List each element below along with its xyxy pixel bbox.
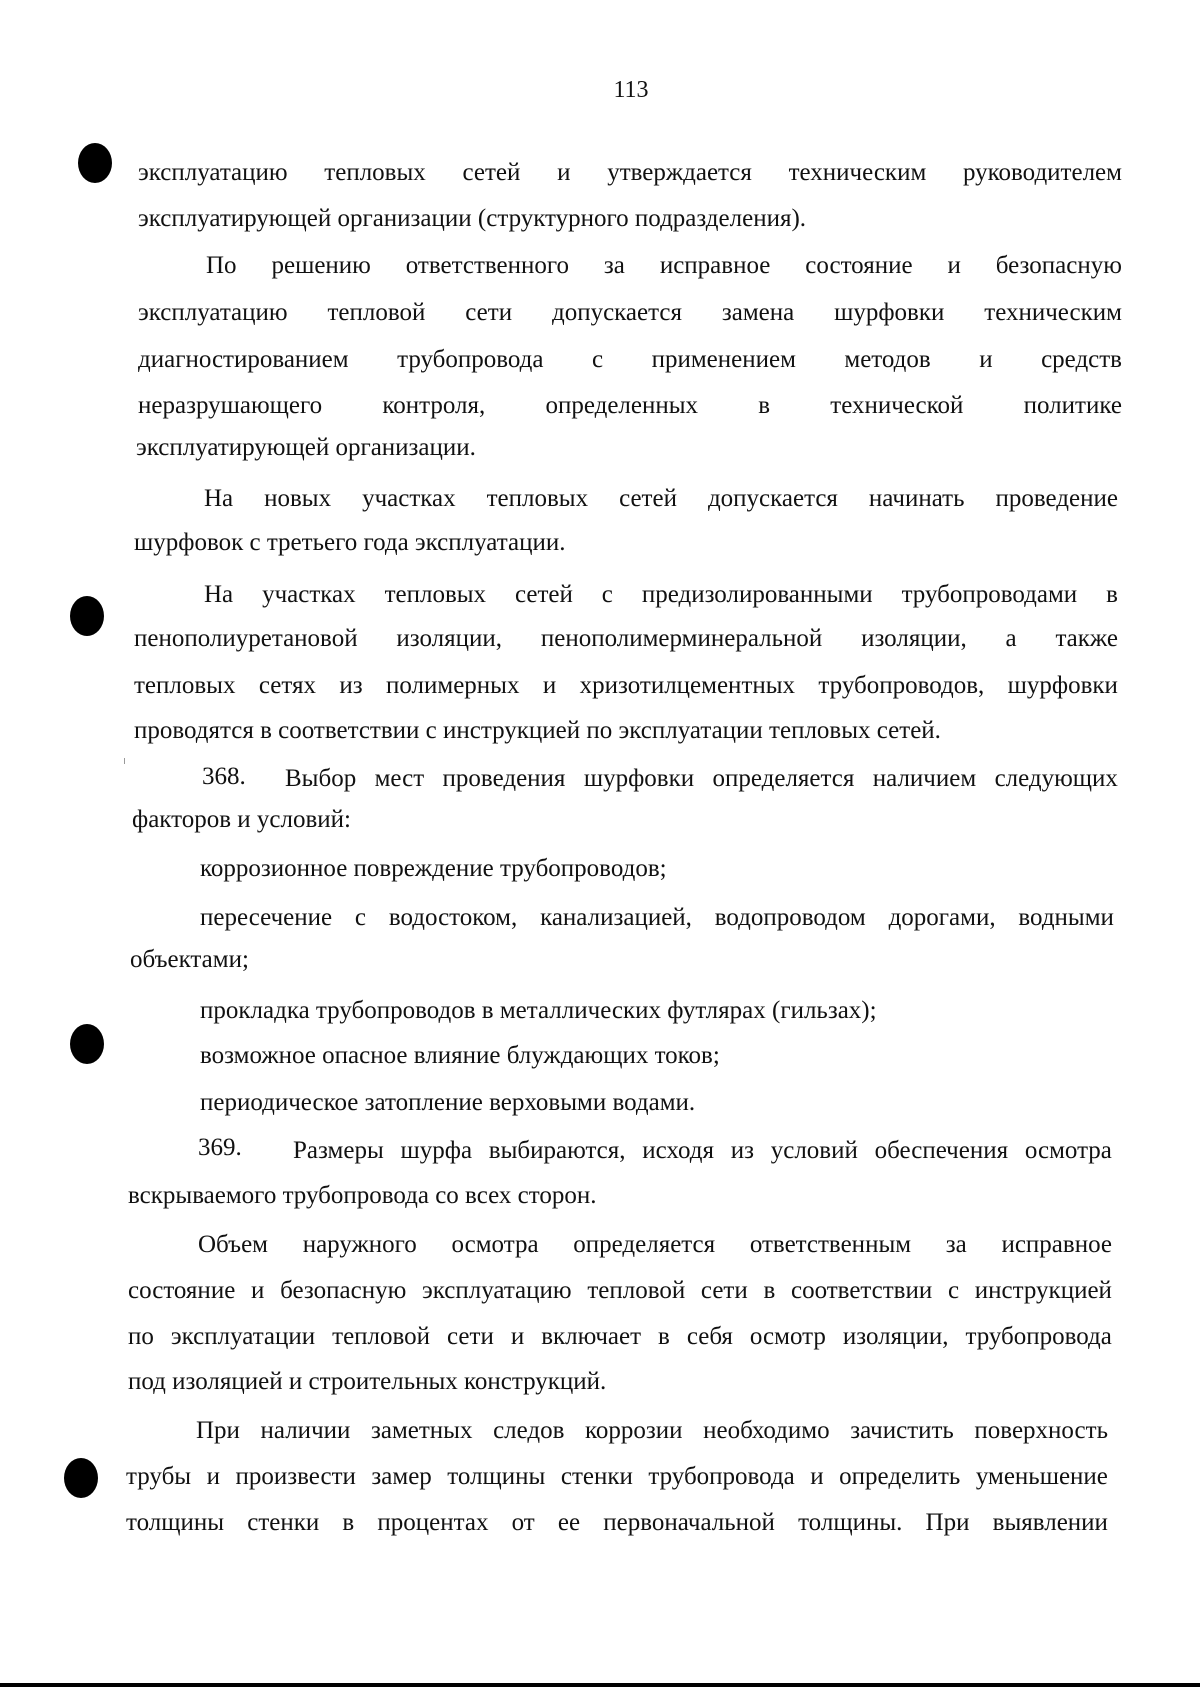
word: осмотра: [451, 1231, 539, 1258]
word: трубы: [126, 1463, 192, 1490]
text-line: вскрываемого трубопровода со всех сторон.: [128, 1182, 597, 1209]
word: заметных: [370, 1417, 473, 1444]
word: шурфовки: [1007, 672, 1118, 699]
word: в: [758, 392, 771, 419]
word: сетей: [462, 159, 521, 186]
word: состояние: [805, 252, 913, 279]
word: новых: [264, 485, 332, 512]
word: эксплуатацию: [422, 1277, 572, 1304]
word: трубопроводов,: [818, 672, 985, 699]
word: водопроводом: [714, 904, 866, 931]
word: сетей: [514, 581, 573, 608]
word: трубопровода: [648, 1463, 795, 1490]
word: сети: [447, 1323, 494, 1350]
text-line: [126, 1462, 1108, 1492]
scan-edge: [0, 1683, 1200, 1687]
word: наружного: [302, 1231, 417, 1258]
text-line: шурфовок с третьего года эксплуатации.: [134, 529, 566, 556]
word: изоляции,: [842, 1323, 949, 1350]
word: пересечение: [200, 904, 333, 931]
word: шурфовки: [583, 765, 695, 792]
word: При: [196, 1417, 240, 1444]
word: стенки: [560, 1463, 633, 1490]
word: определенных: [545, 392, 699, 419]
word: первоначальной: [603, 1509, 775, 1536]
word: от: [511, 1509, 535, 1536]
word: по: [128, 1323, 154, 1350]
word: трубопровода: [965, 1323, 1112, 1350]
word: техническим: [984, 299, 1122, 326]
list-item: [200, 903, 1114, 933]
word: Размеры: [293, 1137, 384, 1164]
word: канализацией,: [540, 904, 692, 931]
word: руководителем: [962, 159, 1122, 186]
word: утверждается: [607, 159, 752, 186]
word: На: [204, 581, 234, 608]
word: процентах: [377, 1509, 489, 1536]
text-line: [285, 764, 1118, 794]
text-line: [134, 624, 1118, 654]
word: сети: [700, 1277, 748, 1304]
word: эксплуатации: [170, 1323, 316, 1350]
word: участках: [362, 485, 456, 512]
word: трубопровода: [397, 346, 544, 373]
list-item: возможное опасное влияние блуждающих токов;: [200, 1042, 720, 1069]
word: состояние: [128, 1277, 236, 1304]
word: и: [979, 346, 993, 373]
word: сетях: [258, 672, 316, 699]
word: тепловой: [327, 299, 426, 326]
word: допускается: [707, 485, 838, 512]
word: техническим: [788, 159, 927, 186]
word: с: [354, 904, 367, 931]
word: неразрушающего: [138, 392, 323, 419]
word: а: [1005, 625, 1017, 652]
word: в: [763, 1277, 776, 1304]
text-line: [126, 1508, 1108, 1538]
page-number: 113: [613, 77, 649, 103]
word: следов: [493, 1417, 565, 1444]
word: замер: [371, 1463, 432, 1490]
word: соответствии: [790, 1277, 933, 1304]
word: начинать: [868, 485, 965, 512]
word: следующих: [994, 765, 1118, 792]
text-line: [198, 1230, 1112, 1260]
word: из: [730, 1137, 754, 1164]
word: методов: [844, 346, 931, 373]
text-line: [138, 298, 1122, 328]
word: стенки: [247, 1509, 320, 1536]
word: осмотра: [1024, 1137, 1112, 1164]
word: себя: [686, 1323, 733, 1350]
word: в: [1106, 581, 1118, 608]
word: и: [947, 252, 961, 279]
word: исправное: [1001, 1231, 1112, 1258]
text-line: [204, 484, 1118, 514]
word: условий: [770, 1137, 858, 1164]
text-line: эксплуатирующей организации (структурного подразделения).: [138, 205, 807, 232]
word: определяется: [573, 1231, 716, 1258]
word: мест: [374, 765, 425, 792]
word: толщины: [447, 1463, 546, 1490]
word: осмотр: [749, 1323, 826, 1350]
word: шурфовки: [834, 299, 945, 326]
text-line: [293, 1136, 1112, 1166]
text-line: [134, 671, 1118, 701]
word: в: [342, 1509, 355, 1536]
word: По: [206, 252, 237, 279]
word: и: [542, 672, 557, 699]
word: исправное: [659, 252, 771, 279]
list-item: периодическое затопление верховыми водами.: [200, 1089, 696, 1116]
text-line: эксплуатирующей организации.: [136, 434, 476, 461]
word: полимерных: [385, 672, 520, 699]
word: изоляции,: [396, 625, 503, 652]
word: эксплуатацию: [138, 299, 288, 326]
word: за: [945, 1231, 967, 1258]
text-line: [138, 345, 1122, 375]
word: тепловой: [587, 1277, 686, 1304]
word: средств: [1041, 346, 1122, 373]
word: шурфа: [400, 1137, 473, 1164]
word: предизолированными: [641, 581, 873, 608]
word: тепловой: [332, 1323, 431, 1350]
word: дорогами,: [888, 904, 996, 931]
word: На: [204, 485, 234, 512]
word: Объем: [198, 1231, 268, 1258]
punch-hole-2: [70, 596, 104, 636]
text-line: [138, 391, 1122, 421]
word: и: [251, 1277, 265, 1304]
word: водными: [1018, 904, 1114, 931]
word: безопасную: [280, 1277, 407, 1304]
word: тепловых: [486, 485, 589, 512]
word: проведения: [442, 765, 566, 792]
word: и: [557, 159, 571, 186]
word: трубопроводами: [901, 581, 1078, 608]
word: толщины: [126, 1509, 225, 1536]
list-item: прокладка трубопроводов в металлических футлярах (гильзах);: [200, 997, 877, 1024]
word: необходимо: [703, 1417, 830, 1444]
clause-number: 369.: [198, 1134, 242, 1161]
word: произвести: [235, 1463, 356, 1490]
word: тепловых: [324, 159, 426, 186]
word: и: [206, 1463, 220, 1490]
word: уменьшение: [975, 1463, 1108, 1490]
word: за: [603, 252, 625, 279]
text-line: объектами;: [130, 946, 249, 973]
word: ответственным: [749, 1231, 912, 1258]
word: наличием: [872, 765, 977, 792]
word: водостоком,: [388, 904, 518, 931]
scan-mark: [124, 758, 125, 764]
text-line: [128, 1322, 1112, 1352]
word: контроля,: [382, 392, 486, 419]
word: изоляции,: [861, 625, 967, 652]
word: пенополимерминеральной: [540, 625, 823, 652]
word: определить: [839, 1463, 961, 1490]
word: диагностированием: [138, 346, 349, 373]
word: из: [339, 672, 363, 699]
text-line: [206, 251, 1122, 281]
text-line: проводятся в соответствии с инструкцией по эксплуатации тепловых сетей.: [134, 717, 941, 744]
list-item: коррозионное повреждение трубопроводов;: [200, 855, 667, 882]
word: с: [947, 1277, 960, 1304]
word: с: [601, 581, 613, 608]
word: безопасную: [995, 252, 1122, 279]
clause-number: 368.: [202, 763, 246, 790]
word: эксплуатацию: [138, 159, 288, 186]
word: инструкцией: [974, 1277, 1112, 1304]
word: участках: [262, 581, 356, 608]
word: При: [925, 1509, 970, 1536]
word: определяется: [712, 765, 855, 792]
word: ответственного: [405, 252, 570, 279]
text-line: [196, 1416, 1108, 1446]
punch-hole-1: [78, 143, 112, 183]
word: сети: [465, 299, 513, 326]
word: выбираются,: [488, 1137, 626, 1164]
word: коррозии: [585, 1417, 683, 1444]
word: наличии: [260, 1417, 351, 1444]
word: решению: [271, 252, 371, 279]
word: выявлении: [992, 1509, 1108, 1536]
word: замена: [721, 299, 795, 326]
text-line: под изоляцией и строительных конструкций.: [128, 1368, 607, 1395]
text-line: [128, 1276, 1112, 1306]
word: тепловых: [134, 672, 236, 699]
text-line: [204, 580, 1118, 610]
word: технической: [830, 392, 964, 419]
word: в: [658, 1323, 670, 1350]
word: Выбор: [285, 765, 357, 792]
word: политике: [1023, 392, 1122, 419]
word: и: [810, 1463, 824, 1490]
word: допускается: [551, 299, 682, 326]
word: обеспечения: [874, 1137, 1009, 1164]
text-line: факторов и условий:: [132, 806, 351, 833]
word: зачистить: [850, 1417, 954, 1444]
word: пенополиуретановой: [134, 625, 358, 652]
word: применением: [651, 346, 796, 373]
word: и: [510, 1323, 525, 1350]
word: толщины.: [798, 1509, 903, 1536]
punch-hole-3: [70, 1024, 104, 1064]
word: сетей: [619, 485, 677, 512]
word: хризотилцементных: [579, 672, 796, 699]
text-line: [138, 158, 1122, 188]
word: исходя: [642, 1137, 714, 1164]
word: с: [591, 346, 604, 373]
punch-hole-4: [64, 1458, 98, 1498]
word: включает: [541, 1323, 642, 1350]
word: проведение: [995, 485, 1118, 512]
word: поверхность: [974, 1417, 1108, 1444]
word: ее: [557, 1509, 581, 1536]
word: также: [1055, 625, 1118, 652]
word: тепловых: [384, 581, 487, 608]
